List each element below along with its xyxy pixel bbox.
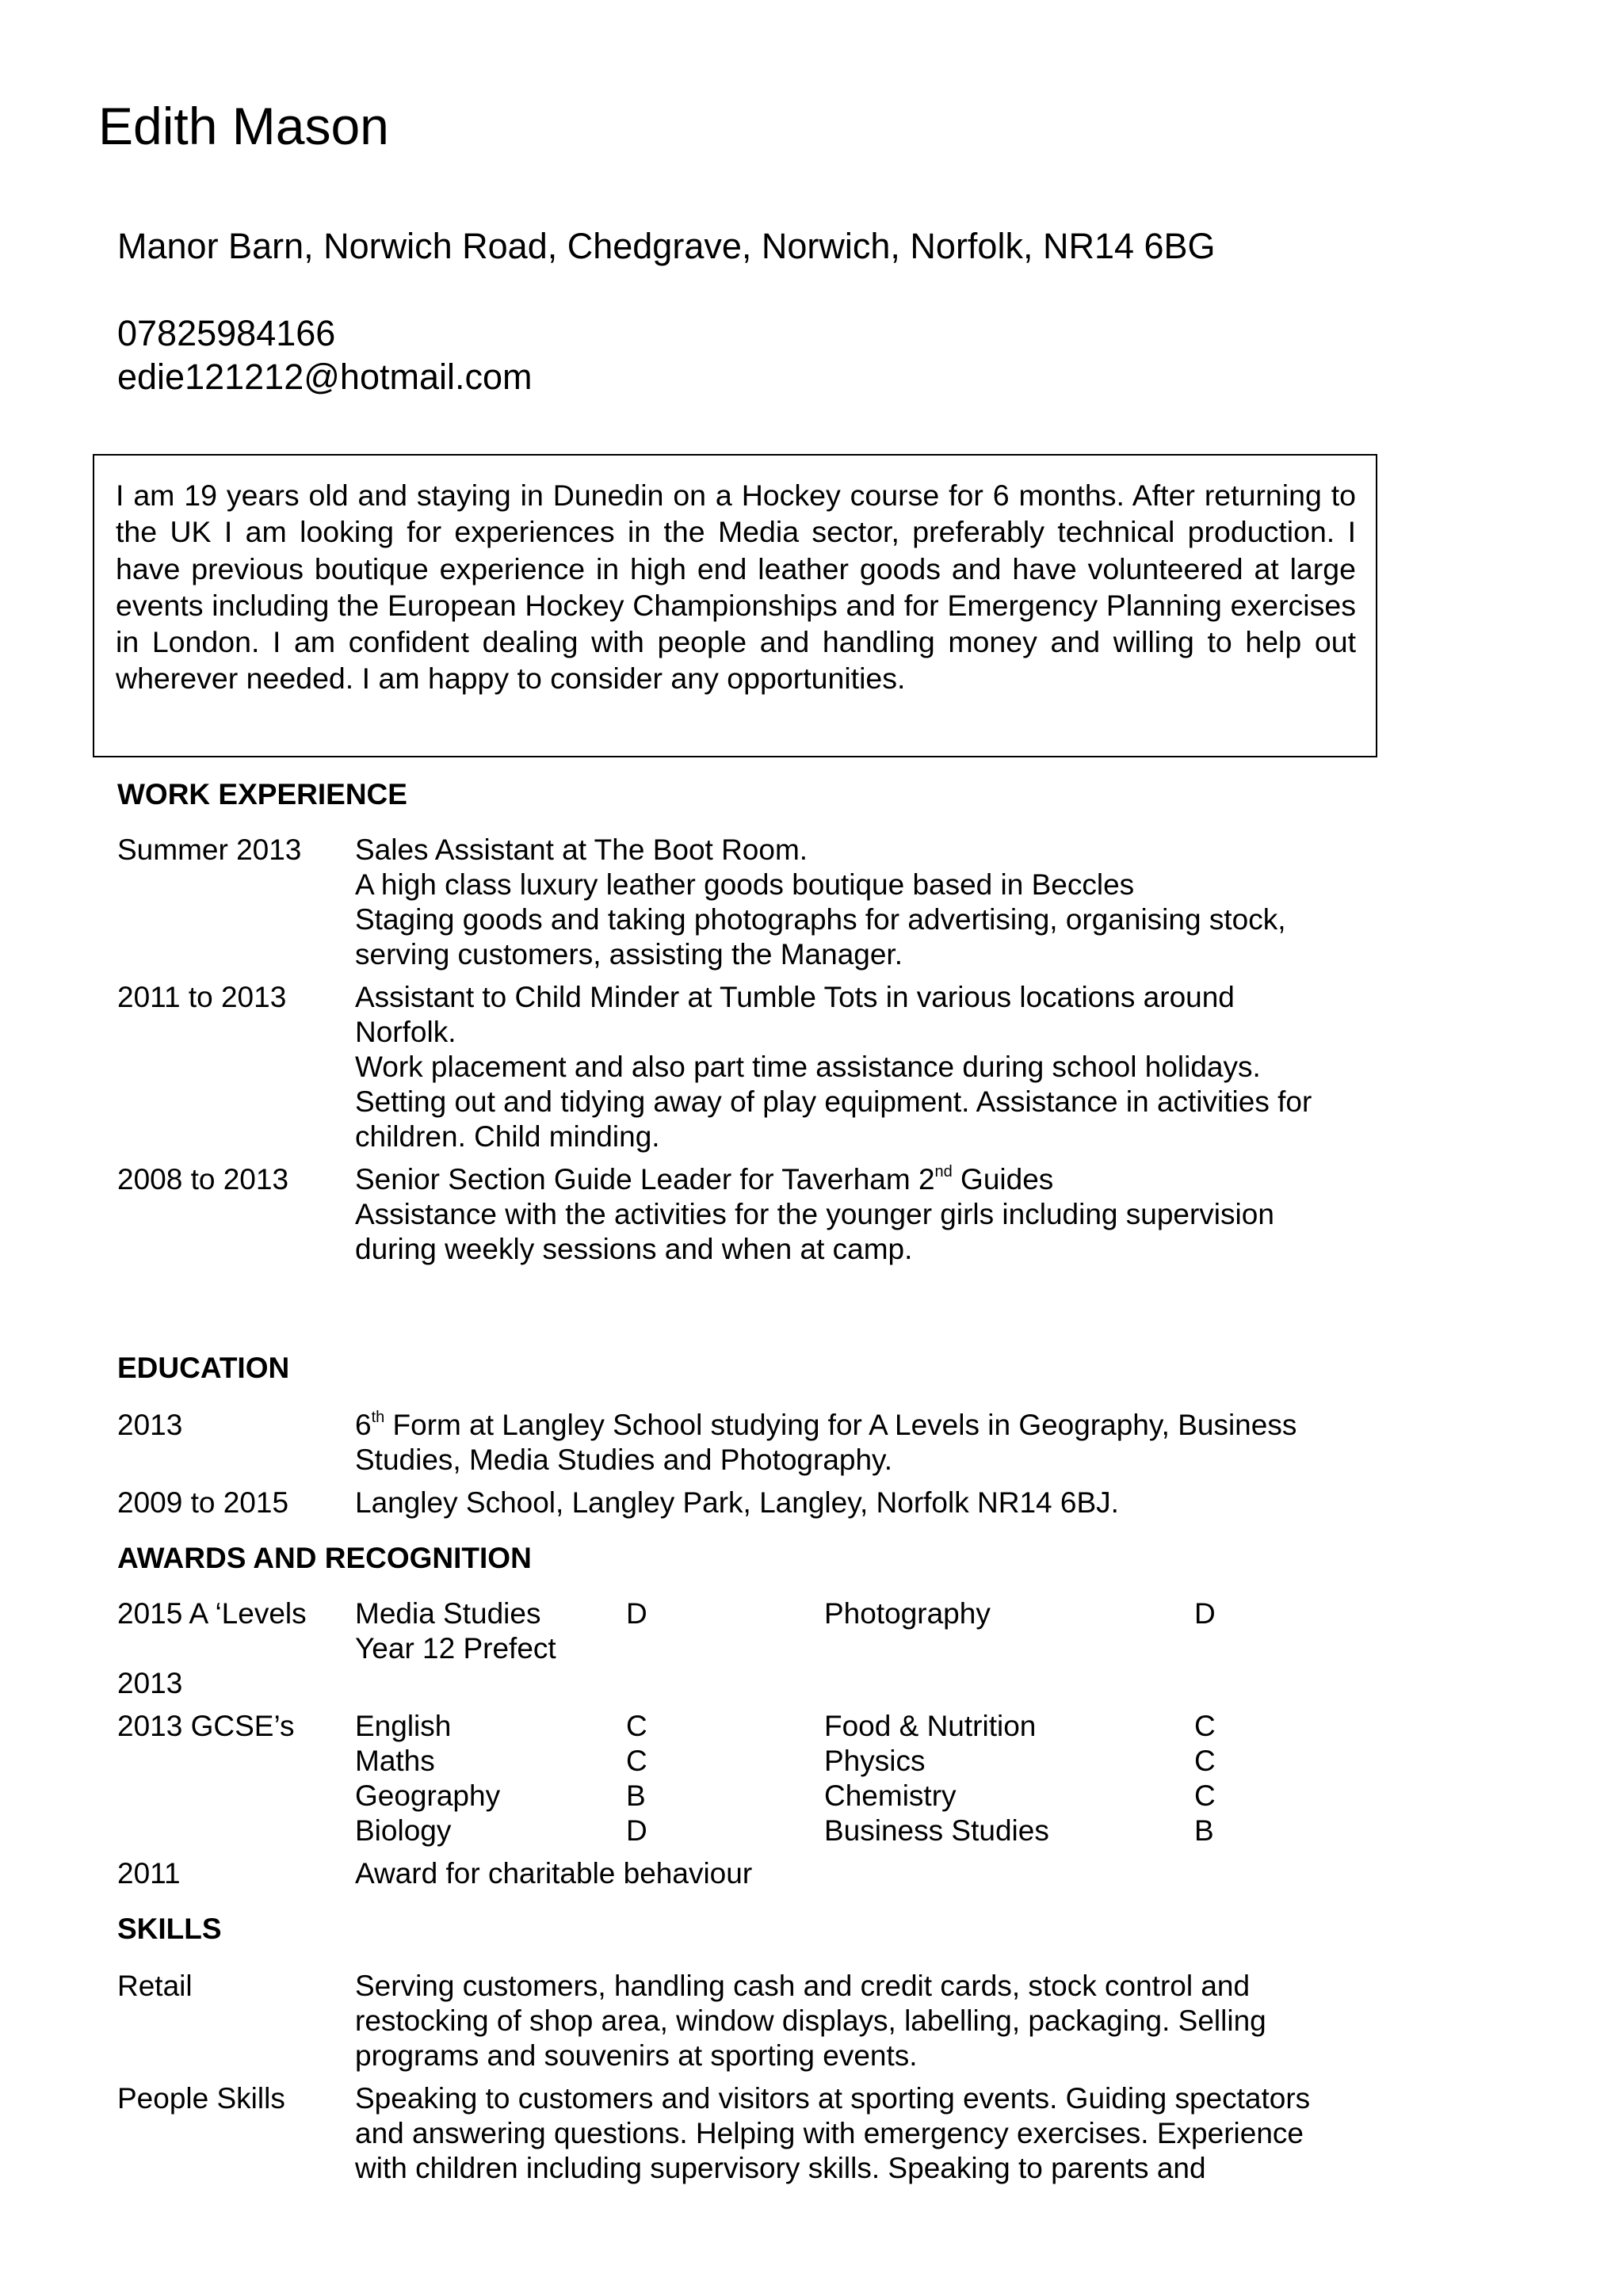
awards-heading: AWARDS AND RECOGNITION [117, 1542, 532, 1574]
subject-grade: B [626, 1779, 646, 1812]
subject-name: Food & Nutrition [824, 1710, 1037, 1742]
work-title-text-end: Guides [952, 1163, 1054, 1196]
gcse-label: 2013 GCSE’s [117, 1710, 295, 1742]
subject-grade: B [1194, 1814, 1214, 1847]
subject-grade: C [1194, 1710, 1216, 1742]
education-date: 2009 to 2015 [117, 1486, 289, 1519]
subject-name: Geography [355, 1779, 501, 1812]
personal-summary-box [93, 454, 1377, 757]
skill-line: with children including supervisory skills. Speaking to parents and [355, 2152, 1206, 2184]
alevels-label: 2015 A ‘Levels [117, 1597, 307, 1630]
work-line: children. Child minding. [355, 1120, 660, 1153]
subject-name: Physics [824, 1745, 926, 1777]
email-address: edie121212@hotmail.com [117, 357, 533, 397]
subject-name: Photography [824, 1597, 991, 1630]
skill-line: restocking of shop area, window displays, labelling, packaging. Selling [355, 2004, 1266, 2037]
candidate-name: Edith Mason [98, 97, 389, 155]
subject-grade: D [1194, 1597, 1216, 1630]
work-line: Assistance with the activities for the younger girls including supervision [355, 1198, 1274, 1230]
work-line: A high class luxury leather goods boutique based in Beccles [355, 868, 1135, 901]
ordinal-suffix: nd [934, 1163, 953, 1180]
work-experience-heading: WORK EXPERIENCE [117, 778, 407, 810]
award-text: Award for charitable behaviour [355, 1857, 753, 1890]
work-date: 2011 to 2013 [117, 981, 287, 1013]
subject-name: Business Studies [824, 1814, 1049, 1847]
subject-name: Chemistry [824, 1779, 957, 1812]
subject-grade: D [626, 1597, 647, 1630]
ordinal-suffix: th [371, 1409, 385, 1426]
skill-label: Retail [117, 1970, 193, 2002]
subject-name: Biology [355, 1814, 452, 1847]
award-year: 2013 [117, 1667, 183, 1699]
work-line: Setting out and tidying away of play equipment. Assistance in activities for [355, 1085, 1312, 1118]
subject-grade: D [626, 1814, 647, 1847]
work-line: Staging goods and taking photographs for advertising, organising stock, [355, 903, 1286, 936]
subject-name: Maths [355, 1745, 435, 1777]
subject-grade: C [626, 1745, 647, 1777]
work-title-text: Senior Section Guide Leader for Taverham 2 [355, 1163, 935, 1196]
phone-number: 07825984166 [117, 313, 336, 353]
education-prefix: 6 [355, 1409, 372, 1441]
prefect-line: Year 12 Prefect [355, 1632, 556, 1665]
award-year: 2011 [117, 1857, 181, 1890]
work-line: Work placement and also part time assistance during school holidays. [355, 1051, 1261, 1083]
work-line: serving customers, assisting the Manager. [355, 938, 903, 971]
subject-grade: C [626, 1710, 647, 1742]
work-line: during weekly sessions and when at camp. [355, 1233, 913, 1265]
skill-line: programs and souvenirs at sporting events. [355, 2039, 918, 2072]
subject-grade: C [1194, 1779, 1216, 1812]
work-date: 2008 to 2013 [117, 1163, 289, 1196]
education-line-rest: Form at Langley School studying for A Levels in Geography, Business [384, 1409, 1297, 1441]
skill-line: Speaking to customers and visitors at sporting events. Guiding spectators [355, 2082, 1311, 2115]
work-line: Sales Assistant at The Boot Room. [355, 833, 808, 866]
subject-name: Media Studies [355, 1597, 541, 1630]
education-line [355, 1410, 1296, 1440]
education-line: Studies, Media Studies and Photography. [355, 1444, 893, 1476]
address: Manor Barn, Norwich Road, Chedgrave, Norwich, Norfolk, NR14 6BG [117, 226, 1216, 266]
work-date: Summer 2013 [117, 833, 302, 866]
subject-grade: C [1194, 1745, 1216, 1777]
personal-summary-text: I am 19 years old and staying in Dunedin on a Hockey course for 6 months. After returning to the UK I am looking for experiences in the Media sector, preferably technical production. I have previous boutique experience in high end leather goods and have volunteered at large events including the European Hockey Championships and for Emergency Planning exercises in London. I am confident dealing with people and handling money and willing to help out wherever needed. I am happy to consider any opportunities. [116, 479, 1356, 696]
skills-heading: SKILLS [117, 1913, 222, 1945]
education-heading: EDUCATION [117, 1352, 290, 1384]
skill-label: People Skills [117, 2082, 285, 2115]
skill-line: Serving customers, handling cash and credit cards, stock control and [355, 1970, 1251, 2002]
skill-line: and answering questions. Helping with emergency exercises. Experience [355, 2117, 1304, 2149]
education-date: 2013 [117, 1409, 183, 1441]
work-line: Norfolk. [355, 1016, 456, 1048]
education-line: Langley School, Langley Park, Langley, Norfolk NR14 6BJ. [355, 1486, 1119, 1519]
subject-name: English [355, 1710, 452, 1742]
work-title-guides [355, 1165, 1053, 1194]
work-line: Assistant to Child Minder at Tumble Tots in various locations around [355, 981, 1235, 1013]
